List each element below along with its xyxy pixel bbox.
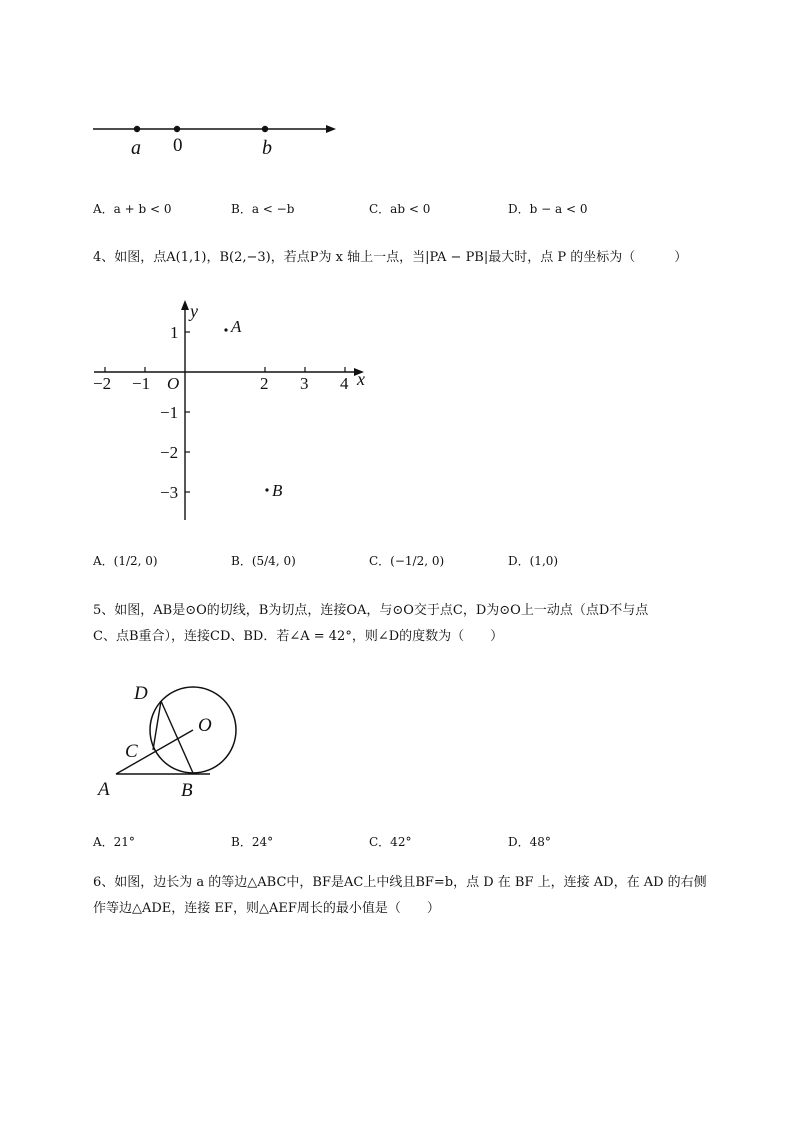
segment-db bbox=[161, 701, 193, 773]
y-tick-label: −2 bbox=[160, 443, 179, 462]
q5-stem-line1: 5、如图，AB是⊙O的切线，B为切点，连接OA，与⊙O交于点C，D为⊙O上一动点（点D不与点 bbox=[93, 603, 649, 618]
label-a: a bbox=[131, 137, 141, 159]
y-tick-label: 1 bbox=[170, 323, 179, 342]
q4-option-a: A．(1/2, 0) bbox=[93, 554, 158, 568]
segment-dc bbox=[153, 701, 161, 750]
label-O: O bbox=[198, 715, 212, 736]
q6-stem-line1: 6、如图，边长为 a 的等边△ABC中，BF是AC上中线且BF=b，点 D 在 BF 上，连接 AD，在 AD 的右侧 bbox=[93, 875, 707, 890]
q3-option-a: A．a + b < 0 bbox=[93, 202, 172, 216]
label-B: B bbox=[181, 780, 193, 801]
x-tick-label: 4 bbox=[340, 374, 349, 393]
q3-option-c: C．ab < 0 bbox=[369, 202, 431, 216]
label-C: C bbox=[125, 741, 138, 762]
q3-option-b: B．a < −b bbox=[231, 202, 295, 216]
label-D: D bbox=[134, 683, 148, 704]
q5-stem-line2: C、点B重合），连接CD、BD．若∠A = 42°，则∠D的度数为（ ） bbox=[93, 629, 504, 644]
x-tick-label: 3 bbox=[300, 374, 309, 393]
label-b: b bbox=[262, 137, 272, 159]
q5-option-c: C．42° bbox=[369, 835, 412, 849]
q4-option-b: B．(5/4, 0) bbox=[231, 554, 296, 568]
point-B-label: B bbox=[272, 481, 283, 500]
q5-option-d: D．48° bbox=[508, 835, 551, 849]
origin-label: O bbox=[167, 374, 180, 393]
x-tick-label: −1 bbox=[132, 374, 151, 393]
q4-option-d: D．(1,0) bbox=[508, 554, 559, 568]
y-tick-label: −3 bbox=[160, 483, 179, 502]
x-tick-label: 2 bbox=[260, 374, 269, 393]
point-A-label: A bbox=[231, 317, 242, 336]
q3-option-d: D．b − a < 0 bbox=[508, 202, 588, 216]
q4-option-c: C．(−1/2, 0) bbox=[369, 554, 445, 568]
label-A: A bbox=[98, 779, 110, 800]
y-axis-label: y bbox=[190, 301, 198, 321]
q5-option-b: B．24° bbox=[231, 835, 274, 849]
y-tick-label: −1 bbox=[160, 403, 179, 422]
q6-stem-line2: 作等边△ADE，连接 EF，则△AEF周长的最小值是（ ） bbox=[93, 901, 440, 916]
x-axis-label: x bbox=[357, 369, 365, 389]
label-0: 0 bbox=[173, 135, 183, 156]
x-tick-label: −2 bbox=[93, 374, 112, 393]
q4-stem: 4、如图，点A(1,1)，B(2,−3)，若点P为 x 轴上一点，当|PA − PB|最大时，点 P 的坐标为（ ） bbox=[93, 250, 688, 265]
q5-option-a: A．21° bbox=[93, 835, 135, 849]
